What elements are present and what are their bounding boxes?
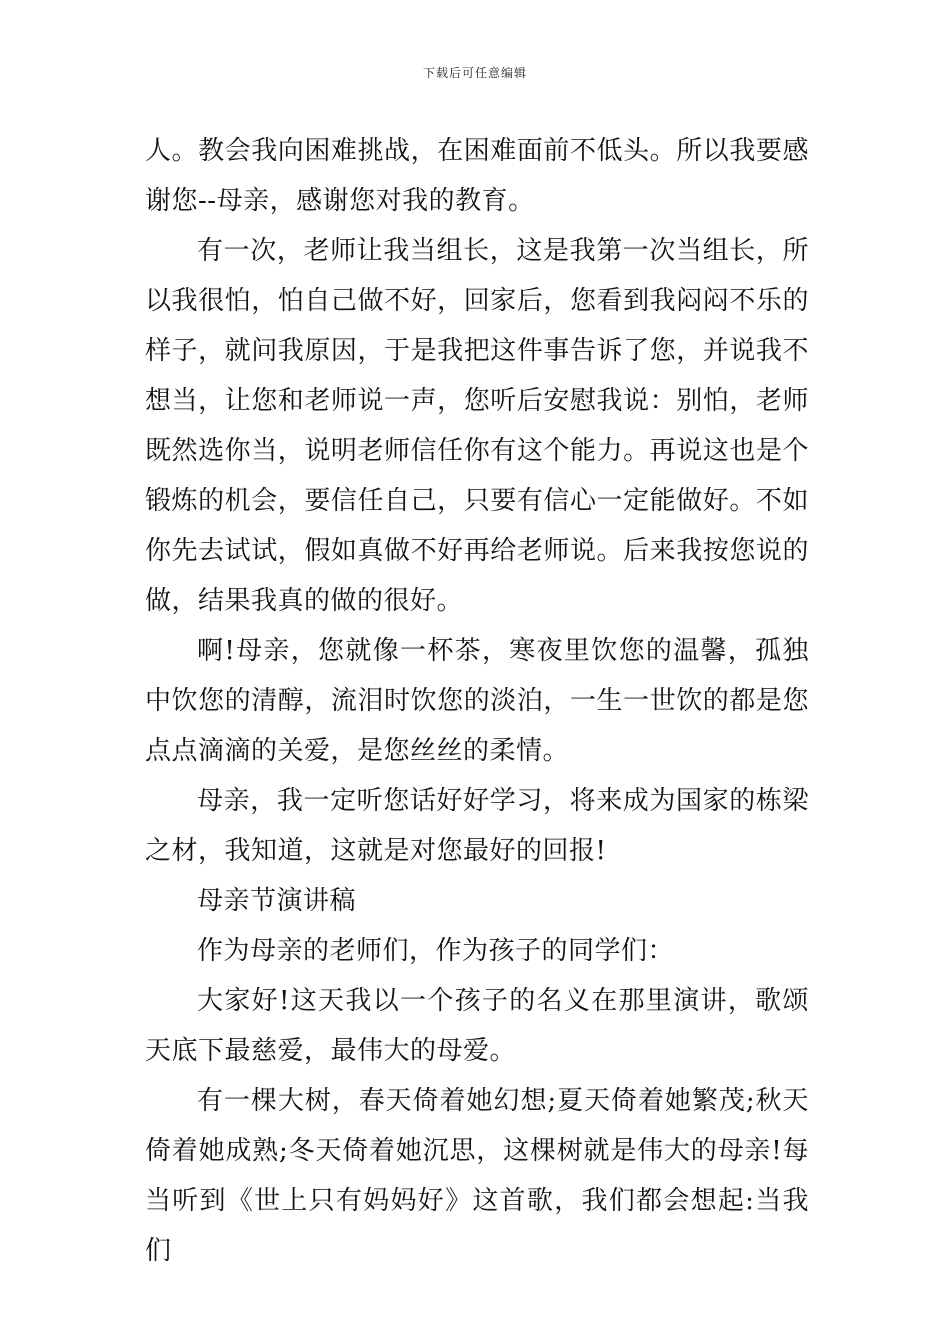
paragraph-3: 啊!母亲，您就像一杯茶，寒夜里饮您的温馨，孤独中饮您的清醇，流泪时饮您的淡泊，一生一世饮的都是您点点滴滴的关爱，是您丝丝的柔情。 — [145, 636, 809, 766]
paragraph-2: 有一次，老师让我当组长，这是我第一次当组长，所以我很怕，怕自己做不好，回家后，您看到我闷闷不乐的样子，就问我原因，于是我把这件事告诉了您，并说我不想当，让您和老师说一声，您听后安慰我说：别怕，老师既然选你当，说明老师信任你有这个能力。再说这也是个锻炼的机会，要信任自己，只要有信心一定能做好。不如你先去试试，假如真做不好再给老师说。后来我按您说的做，结果我真的做的很好。 — [145, 236, 809, 616]
document-body — [145, 126, 809, 1276]
paragraph-tree: 有一棵大树，春天倚着她幻想;夏天倚着她繁茂;秋天倚着她成熟;冬天倚着她沉思，这棵树就是伟大的母亲!每当听到《世上只有妈妈好》这首歌，我们都会想起:当我们 — [145, 1086, 809, 1266]
section-title: 母亲节演讲稿 — [197, 886, 357, 916]
paragraph-4: 母亲，我一定听您话好好学习，将来成为国家的栋梁之材，我知道，这就是对您最好的回报! — [145, 786, 809, 866]
page-header: 下载后可任意编辑 — [422, 66, 527, 80]
paragraph-1: 人。教会我向困难挑战，在困难面前不低头。所以我要感谢您--母亲，感谢您对我的教育。 — [145, 136, 809, 216]
paragraph-greeting: 大家好!这天我以一个孩子的名义在那里演讲，歌颂天底下最慈爱，最伟大的母爱。 — [145, 986, 809, 1066]
salutation: 作为母亲的老师们，作为孩子的同学们： — [197, 936, 675, 966]
